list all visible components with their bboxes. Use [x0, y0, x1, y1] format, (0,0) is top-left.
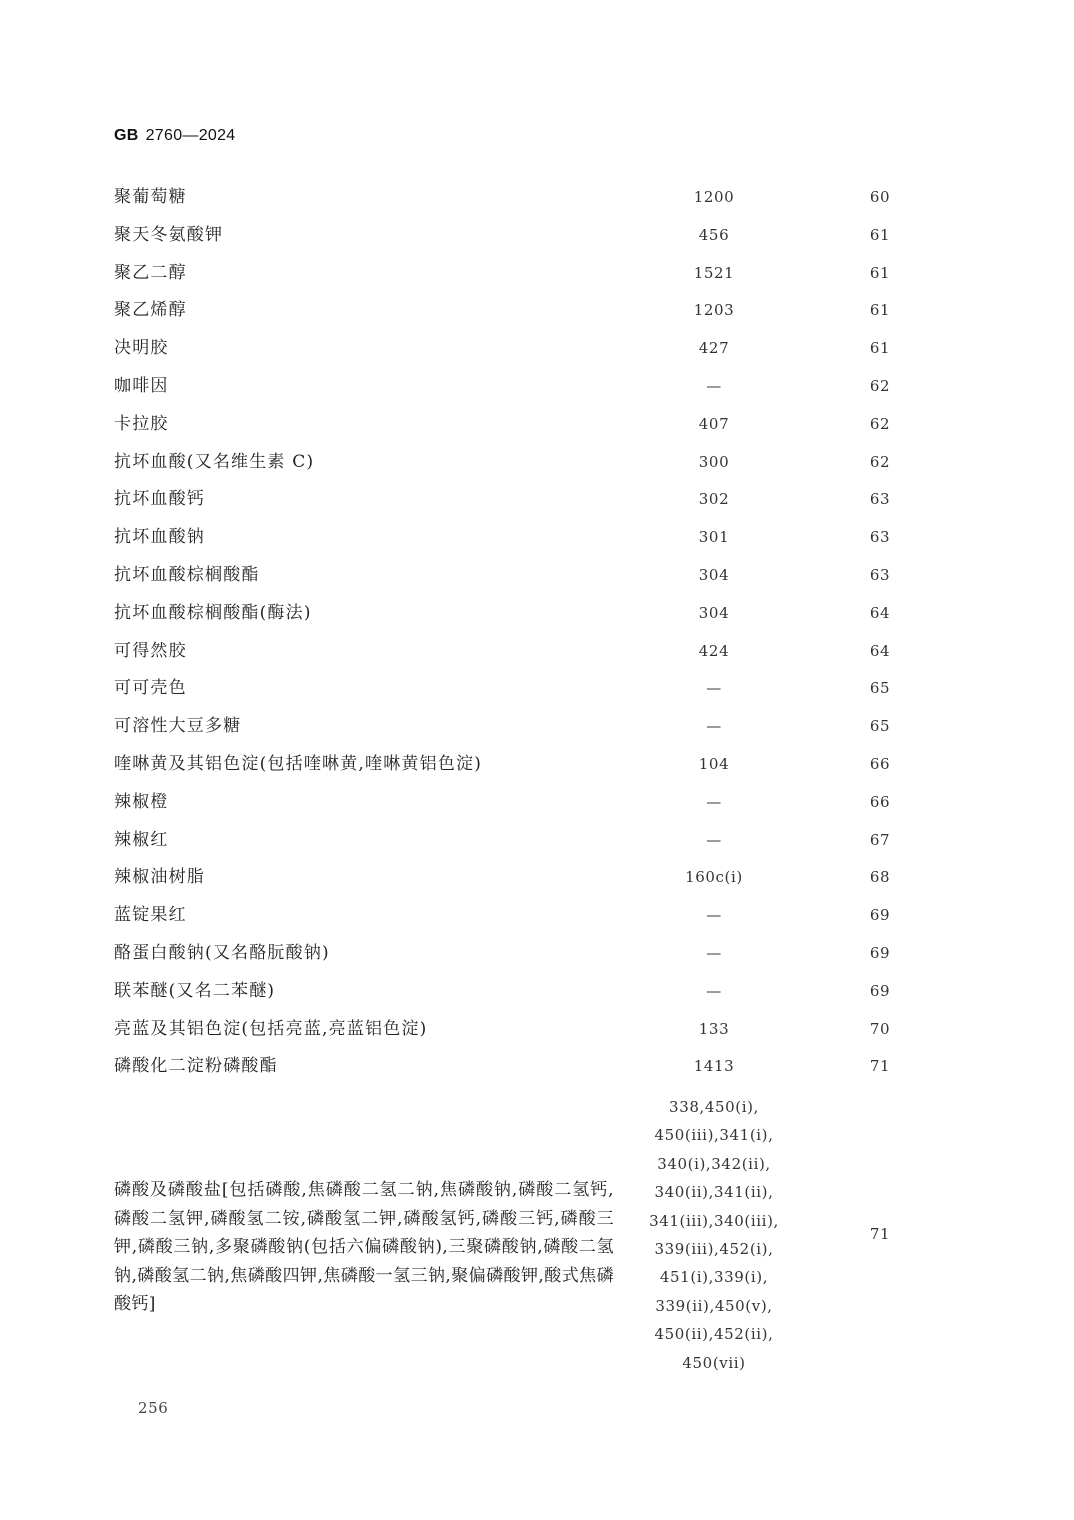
- ins-code-line: 339(iii),452(i),: [654, 1240, 774, 1259]
- ins-code-line: 451(i),339(i),: [659, 1268, 769, 1287]
- additive-name: 可可壳色: [114, 678, 187, 699]
- table-row: [0, 973, 1074, 1011]
- additive-name: 联苯醚(又名二苯醚): [114, 980, 276, 1001]
- ins-code: —: [706, 679, 722, 698]
- ins-code-line: 450(iii),341(i),: [654, 1126, 774, 1145]
- table-row: [0, 557, 1074, 595]
- page-ref: 62: [869, 452, 891, 471]
- page-ref: 65: [869, 717, 891, 736]
- table-row: [0, 255, 1074, 293]
- additive-name: 决明胶: [114, 338, 169, 359]
- page-ref: 63: [869, 565, 891, 584]
- ins-code-line: 341(iii),340(iii),: [649, 1211, 779, 1230]
- ins-code-line: 340(ii),341(ii),: [654, 1183, 774, 1202]
- ins-code: 1413: [693, 1057, 735, 1076]
- table-row: [0, 746, 1074, 784]
- page-ref: 67: [869, 830, 891, 849]
- page-ref: 61: [869, 301, 891, 320]
- page-ref: 61: [869, 225, 891, 244]
- additive-name: 亮蓝及其铝色淀(包括亮蓝,亮蓝铝色淀): [114, 1018, 428, 1039]
- ins-code: 133: [698, 1019, 730, 1038]
- ins-code: —: [706, 376, 722, 395]
- table-row: [0, 481, 1074, 519]
- page-ref: 61: [869, 263, 891, 282]
- ins-code-list: [614, 1093, 814, 1377]
- page-ref: 65: [869, 679, 891, 698]
- page-ref: 64: [869, 603, 891, 622]
- table-row: [0, 292, 1074, 330]
- page-ref: 62: [869, 414, 891, 433]
- table-row: [0, 633, 1074, 671]
- standard-prefix: GB: [114, 127, 139, 144]
- ins-code: —: [706, 792, 722, 811]
- additive-name: 抗坏血酸钠: [114, 527, 205, 548]
- page-ref: 66: [869, 754, 891, 773]
- additive-name: 辣椒红: [114, 829, 169, 850]
- table-row: [0, 595, 1074, 633]
- ins-code: 407: [698, 414, 730, 433]
- page-ref: 68: [869, 868, 891, 887]
- table-row: [0, 1048, 1074, 1086]
- table-row: [0, 368, 1074, 406]
- table-row: [0, 330, 1074, 368]
- page-ref: 60: [869, 188, 891, 206]
- ins-code: —: [706, 943, 722, 962]
- additive-name: 可得然胶: [114, 640, 187, 661]
- ins-code: 301: [698, 528, 730, 547]
- ins-code: —: [706, 830, 722, 849]
- ins-code: 1203: [693, 301, 735, 320]
- table-row: [0, 822, 1074, 860]
- additive-name: 抗坏血酸棕榈酸酯: [114, 564, 260, 585]
- ins-code: 104: [698, 754, 730, 773]
- ins-code: 160c(i): [685, 868, 743, 887]
- table-row: [0, 935, 1074, 973]
- table-row: [0, 670, 1074, 708]
- page-ref: 70: [869, 1019, 891, 1038]
- table-row: [0, 708, 1074, 746]
- page-ref: 62: [869, 376, 891, 395]
- table-row: [0, 444, 1074, 482]
- additive-name: 辣椒橙: [114, 791, 169, 812]
- ins-code: 456: [698, 225, 730, 244]
- additive-name: 可溶性大豆多糖: [114, 716, 242, 737]
- additive-name: 卡拉胶: [114, 413, 169, 434]
- ins-code-line: 450(ii),452(ii),: [654, 1325, 774, 1344]
- ins-code: 302: [698, 490, 730, 509]
- table-row: [0, 217, 1074, 255]
- table-row-phosphate: [0, 1093, 1074, 1377]
- ins-code: —: [706, 981, 722, 1000]
- ins-code-line: 340(i),342(ii),: [657, 1154, 771, 1173]
- additive-name: 聚乙二醇: [114, 262, 187, 283]
- page-ref: 71: [869, 1057, 891, 1076]
- ins-code-line: 450(vii): [682, 1353, 746, 1372]
- page-ref: 64: [869, 641, 891, 660]
- ins-code: 304: [698, 603, 730, 622]
- additive-name: 酪蛋白酸钠(又名酪朊酸钠): [114, 942, 330, 963]
- additive-name: 辣椒油树脂: [114, 867, 205, 888]
- ins-code-line: 338,450(i),: [669, 1098, 759, 1116]
- table-row: [0, 1011, 1074, 1049]
- table-row: [0, 406, 1074, 444]
- ins-code: 304: [698, 565, 730, 584]
- additive-name: 抗坏血酸棕榈酸酯(酶法): [114, 602, 312, 623]
- additive-name: 聚葡萄糖: [114, 187, 187, 207]
- page-ref: 69: [869, 906, 891, 925]
- additive-name: 咖啡因: [114, 375, 169, 396]
- standard-number: 2760—2024: [145, 127, 236, 144]
- table-row: [0, 784, 1074, 822]
- page-ref: 63: [869, 528, 891, 547]
- additive-name: 抗坏血酸(又名维生素 C): [114, 451, 315, 472]
- ins-code: 1200: [693, 188, 735, 206]
- additive-name: 喹啉黄及其铝色淀(包括喹啉黄,喹啉黄铝色淀): [114, 753, 483, 774]
- additive-name: 聚天冬氨酸钾: [114, 224, 224, 245]
- additive-name: 聚乙烯醇: [114, 300, 187, 321]
- table-row: [0, 859, 1074, 897]
- additive-name: 蓝锭果红: [114, 905, 187, 926]
- table-row: [0, 519, 1074, 557]
- document-header: [114, 127, 236, 145]
- page-ref: 61: [869, 339, 891, 358]
- page-ref: 63: [869, 490, 891, 509]
- ins-code: 1521: [693, 263, 735, 282]
- ins-code: 424: [698, 641, 730, 660]
- ins-code: —: [706, 906, 722, 925]
- ins-code: 427: [698, 339, 730, 358]
- additive-name: 抗坏血酸钙: [114, 489, 205, 510]
- table-row: [0, 179, 1074, 217]
- page-number: 256: [138, 1399, 169, 1417]
- page-ref: 69: [869, 981, 891, 1000]
- ins-code: —: [706, 717, 722, 736]
- page-ref: 66: [869, 792, 891, 811]
- ins-code-line: 339(ii),450(v),: [655, 1296, 773, 1315]
- additive-name: 磷酸化二淀粉磷酸酯: [114, 1056, 278, 1077]
- ins-code: 300: [698, 452, 730, 471]
- page-ref: 71: [869, 1225, 891, 1243]
- page-ref: 69: [869, 943, 891, 962]
- additive-name: 磷酸及磷酸盐[包括磷酸,焦磷酸二氢二钠,焦磷酸钠,磷酸二氢钙,磷酸二氢钾,磷酸氢二铵,磷酸氢二钾,磷酸氢钙,磷酸三钙,磷酸三钾,磷酸三钠,多聚磷酸钠(包括六偏磷酸钠),三聚磷酸钠,磷酸二氢钠,磷酸氢二钠,焦磷酸四钾,焦磷酸一氢三钠,聚偏磷酸钾,酸式焦磷酸钙]: [114, 1180, 614, 1314]
- index-table: [0, 179, 1074, 1086]
- table-row: [0, 897, 1074, 935]
